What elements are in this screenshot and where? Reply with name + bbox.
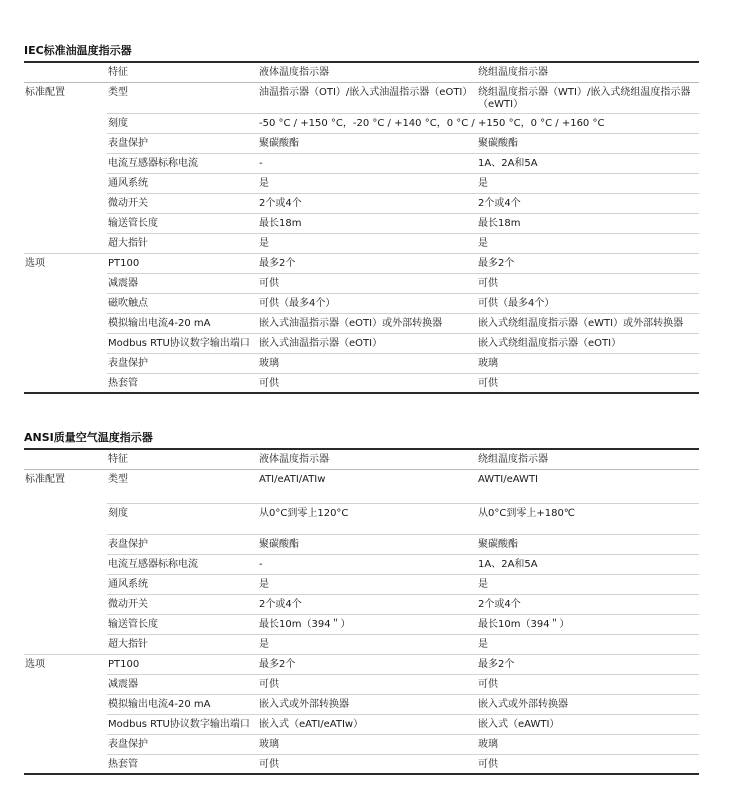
ansi-section — [24, 431, 699, 775]
table-row: 电流互感器标称电流 - 1A、2A和5A — [24, 554, 699, 574]
table-row: 电流互感器标称电流 - 1A、2A和5A — [24, 153, 699, 173]
table-row: 超大指针 是 是 — [24, 634, 699, 654]
table-row: 模拟输出电流4-20 mA 嵌入式或外部转换器 嵌入式或外部转换器 — [24, 694, 699, 714]
table-row: 通风系统 是 是 — [24, 574, 699, 594]
table-row: 热套管 可供 可供 — [24, 373, 699, 393]
iec-table — [24, 63, 699, 394]
table-row: 超大指针 是 是 — [24, 233, 699, 253]
header-oil: 液体温度指示器 — [258, 63, 477, 82]
table-row: 输送管长度 最长18m 最长18m — [24, 213, 699, 233]
table-row: 表盘保护 聚碳酸酯 聚碳酸酯 — [24, 534, 699, 554]
table-row: 模拟输出电流4-20 mA 嵌入式油温指示器（eOTI）或外部转换器 嵌入式绕组温度指示器（eWTI）或外部转换器 — [24, 313, 699, 333]
iec-title: IEC标准油温度指示器 — [24, 44, 132, 57]
table-row: 选项 PT100 最多2个 最多2个 — [24, 654, 699, 674]
iec-header-row — [24, 63, 699, 82]
table-row: 表盘保护 聚碳酸酯 聚碳酸酯 — [24, 133, 699, 153]
header-winding: 绕组温度指示器 — [477, 63, 699, 82]
iec-section — [24, 44, 699, 394]
table-row: 减震器 可供 可供 — [24, 273, 699, 293]
ansi-table — [24, 450, 699, 775]
table-row: 刻度 -50 °C / +150 °C，-20 °C / +140 °C，0 °C / +150 °C，0 °C / +160 °C — [24, 113, 699, 133]
table-row: 输送管长度 最长10m（394＂） 最长10m（394＂） — [24, 614, 699, 634]
table-row: 通风系统 是 是 — [24, 173, 699, 193]
table-row: 刻度 从0°C到零上120°C 从0°C到零上+180℃ — [24, 503, 699, 534]
group-label-standard: 标准配置 — [25, 473, 65, 485]
header-feature: 特征 — [107, 63, 258, 82]
table-row: 微动开关 2个或4个 2个或4个 — [24, 193, 699, 213]
group-label-options: 选项 — [25, 257, 45, 269]
group-label-options: 选项 — [25, 658, 45, 670]
table-row: 减震器 可供 可供 — [24, 674, 699, 694]
ansi-title: ANSI质量空气温度指示器 — [24, 431, 153, 444]
group-label-standard: 标准配置 — [25, 86, 65, 98]
table-row: 表盘保护 玻璃 玻璃 — [24, 353, 699, 373]
table-row: Modbus RTU协议数字输出端口 嵌入式油温指示器（eOTI） 嵌入式绕组温度指示器（eOTI） — [24, 333, 699, 353]
table-row: 热套管 可供 可供 — [24, 754, 699, 774]
table-row: Modbus RTU协议数字输出端口 嵌入式（eATI/eATIw） 嵌入式（eAWTI） — [24, 714, 699, 734]
table-row: 表盘保护 玻璃 玻璃 — [24, 734, 699, 754]
header-winding: 绕组温度指示器 — [477, 450, 699, 469]
header-feature: 特征 — [107, 450, 258, 469]
ansi-header-row — [24, 450, 699, 469]
table-row: 磁吹触点 可供（最多4个） 可供（最多4个） — [24, 293, 699, 313]
header-oil: 液体温度指示器 — [258, 450, 477, 469]
table-row: 标准配置 类型 油温指示器（OTI）/嵌入式油温指示器（eOTI） 绕组温度指示器（WTI）/嵌入式绕组温度指示器（eWTI） — [24, 82, 699, 113]
table-row: 选项 PT100 最多2个 最多2个 — [24, 253, 699, 273]
table-row: 微动开关 2个或4个 2个或4个 — [24, 594, 699, 614]
table-row: 标准配置 类型 ATI/eATI/ATIw AWTI/eAWTI — [24, 469, 699, 503]
